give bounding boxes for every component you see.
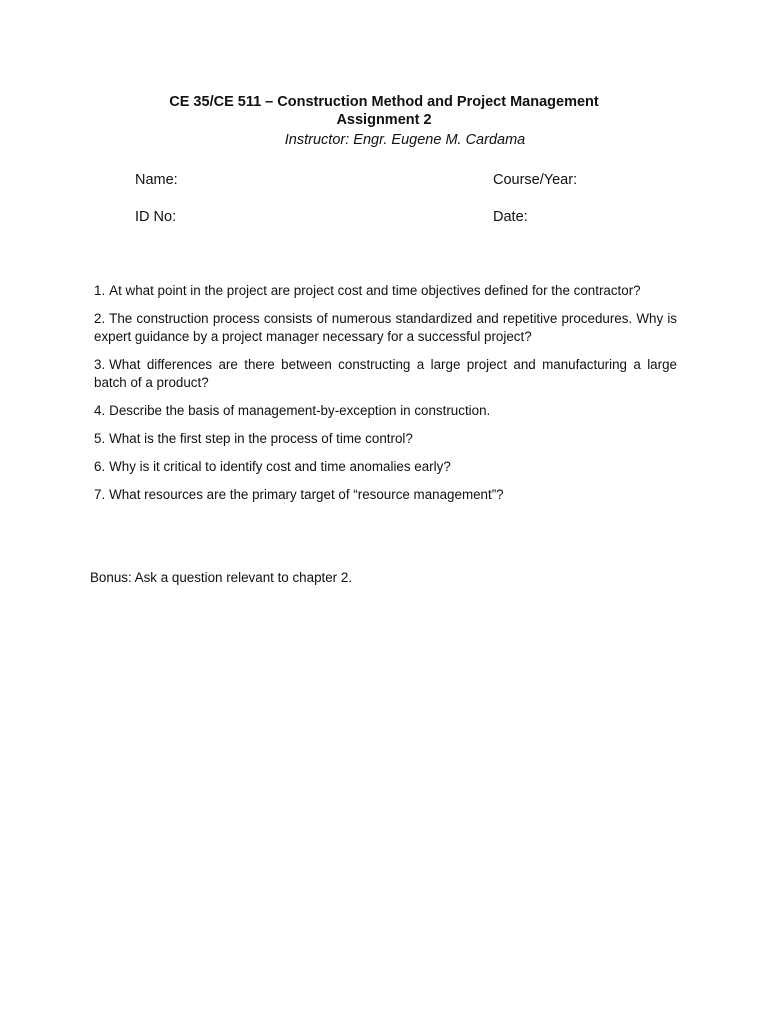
question-number: 1. bbox=[94, 283, 106, 298]
question-number: 2. bbox=[94, 311, 106, 326]
question-number: 4. bbox=[94, 403, 106, 418]
instructor-line: Instructor: Engr. Eugene M. Cardama bbox=[284, 132, 526, 148]
question-text: What is the first step in the process of time control? bbox=[109, 431, 413, 446]
name-label: Name: bbox=[135, 172, 178, 188]
question-text: What differences are there between constructing a large project and manufacturing a large batch of a product? bbox=[94, 357, 677, 390]
question-text: What resources are the primary target of “resource management”? bbox=[109, 487, 504, 502]
id-number-label: ID No: bbox=[135, 209, 177, 225]
question-item bbox=[90, 458, 677, 476]
question-number: 6. bbox=[94, 459, 106, 474]
question-text: The construction process consists of numerous standardized and repetitive procedures. Why is expert guidance by a project manager necessary for a successful project? bbox=[94, 311, 677, 344]
question-item bbox=[90, 430, 677, 448]
question-item bbox=[90, 402, 677, 420]
question-item bbox=[90, 282, 677, 300]
question-number: 3. bbox=[94, 357, 106, 372]
date-label: Date: bbox=[493, 209, 528, 225]
question-number: 5. bbox=[94, 431, 106, 446]
document-header bbox=[0, 93, 768, 151]
course-year-label: Course/Year: bbox=[493, 172, 578, 188]
course-title: CE 35/CE 511 – Construction Method and Project Management bbox=[169, 94, 599, 110]
question-text: At what point in the project are project cost and time objectives defined for the contractor? bbox=[109, 283, 641, 298]
question-item bbox=[90, 486, 677, 504]
question-number: 7. bbox=[94, 487, 106, 502]
question-item bbox=[90, 310, 677, 346]
assignment-title: Assignment 2 bbox=[336, 112, 432, 128]
bonus-question: Bonus: Ask a question relevant to chapter 2. bbox=[90, 570, 353, 585]
question-list bbox=[90, 282, 677, 514]
question-item bbox=[90, 356, 677, 392]
question-text: Describe the basis of management-by-exception in construction. bbox=[109, 403, 491, 418]
question-text: Why is it critical to identify cost and time anomalies early? bbox=[109, 459, 451, 474]
